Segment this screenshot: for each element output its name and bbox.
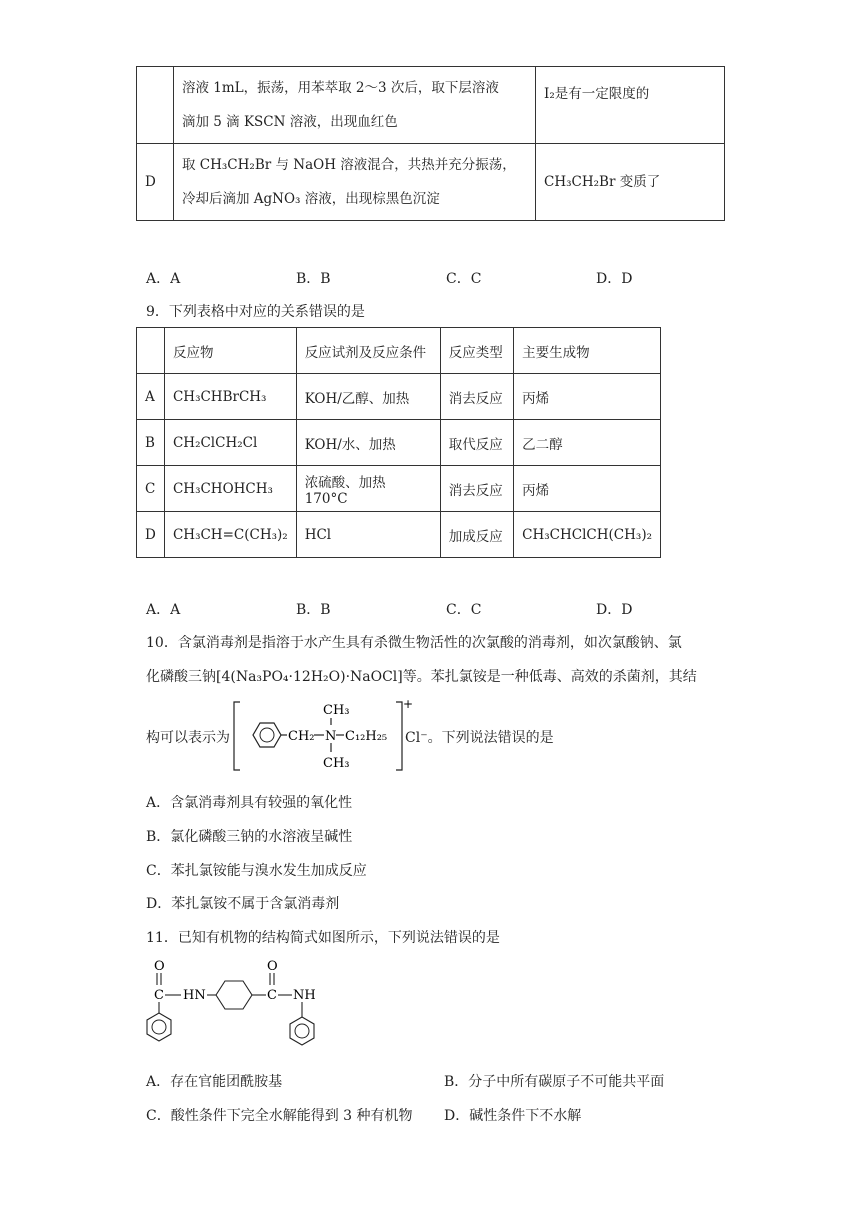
q11-option-d[interactable]: D．碱性条件下不水解 [444,1108,582,1124]
q10-line3-prefix: 构可以表示为 [146,730,230,746]
table-cell: CH₃CH=C(CH₃)₂ [164,512,296,558]
option-b[interactable]: B．B [296,602,331,618]
ch3-top: CH₃ [323,703,350,718]
operation-line: 滴加 5 滴 KSCN 溶液，出现血红色 [182,114,398,130]
q10-line1: 10．含氯消毒剂是指溶于水产生具有杀微生物活性的次氯酸的消毒剂，如次氯酸钠、氯 [146,635,682,651]
table-cell: CH₃CHBrCH₃ [164,374,296,420]
table-cell: CH₃CHOHCH₃ [164,466,296,512]
q10-line2: 化磷酸三钠[4(Na₃PO₄·12H₂O)·NaOCl]等。苯扎氯铵是一种低毒、高效的杀菌剂，其结 [146,669,697,685]
option-a[interactable]: A．A [146,271,181,287]
header-cell: 反应物 [164,328,296,374]
q10-option-a[interactable]: A．含氯消毒剂具有较强的氧化性 [146,795,353,811]
table-cell: 浓硫酸、加热 170°C [296,466,440,512]
amide-structure [140,955,340,1060]
table-cell: 取代反应 [440,420,513,466]
nh-label: NH [293,988,316,1003]
table-cell: CH₃CHClCH(CH₃)₂ [514,512,661,558]
table-header-row [137,328,661,374]
q9-table [136,327,661,558]
option-b[interactable]: B．B [296,271,331,287]
ch2-label: CH₂ [288,729,315,744]
table-cell: 消去反应 [440,466,513,512]
operation-cell [174,144,536,221]
table-cell: B [137,420,165,466]
table-cell: A [137,374,165,420]
q11-option-c[interactable]: C．酸性条件下完全水解能得到 3 种有机物 [146,1108,413,1124]
table-row [137,374,661,420]
chain-label: C₁₂H₂₅ [345,729,388,744]
table-cell: 乙二醇 [514,420,661,466]
q9-options [146,599,746,619]
option-d[interactable]: D．D [596,602,633,618]
q9-stem: 9．下列表格中对应的关系错误的是 [146,304,365,320]
c-right: C [267,988,277,1003]
option-a[interactable]: A．A [146,602,181,618]
table-row [137,420,661,466]
benzalkonium-structure [230,696,415,776]
header-cell: 主要生成物 [514,328,661,374]
o-left: O [154,959,165,974]
c-left: C [154,988,164,1003]
table-cell: HCl [296,512,440,558]
operation-cell [174,67,536,144]
option-c[interactable]: C．C [446,271,482,287]
table-cell: KOH/水、加热 [296,420,440,466]
hn-label: HN [183,988,206,1003]
table-row [137,512,661,558]
table-row [137,67,725,144]
table-cell: CH₂ClCH₂Cl [164,420,296,466]
table-cell: 丙烯 [514,466,661,512]
conclusion-cell: I₂是有一定限度的 [536,67,725,144]
q10-option-b[interactable]: B．氯化磷酸三钠的水溶液呈碱性 [146,829,353,845]
q11-stem: 11．已知有机物的结构简式如图所示，下列说法错误的是 [146,930,500,946]
table-cell: 加成反应 [440,512,513,558]
q10-option-c[interactable]: C．苯扎氯铵能与溴水发生加成反应 [146,863,367,879]
option-c[interactable]: C．C [446,602,482,618]
table-row [137,144,725,221]
conclusion-cell: CH₃CH₂Br 变质了 [536,144,725,221]
table-cell: 消去反应 [440,374,513,420]
o-right: O [267,959,278,974]
operation-line: 溶液 1mL，振荡，用苯萃取 2～3 次后，取下层溶液 [182,80,499,96]
q11-option-b[interactable]: B．分子中所有碳原子不可能共平面 [444,1074,665,1090]
header-cell [137,328,165,374]
q8-options [146,268,746,288]
header-cell: 反应类型 [440,328,513,374]
row-label: D [137,144,174,221]
table-row [137,466,661,512]
q11-option-a[interactable]: A．存在官能团酰胺基 [146,1074,283,1090]
table-cell: KOH/乙醇、加热 [296,374,440,420]
row-label [137,67,174,144]
header-cell: 反应试剂及反应条件 [296,328,440,374]
ch3-bottom: CH₃ [323,756,350,771]
table-cell: D [137,512,165,558]
n-atom: N [325,729,337,744]
operation-line: 冷却后滴加 AgNO₃ 溶液，出现棕黑色沉淀 [182,191,440,207]
operation-line: 取 CH₃CH₂Br 与 NaOH 溶液混合，共热并充分振荡， [182,157,516,173]
table-cell: C [137,466,165,512]
q10-line3-suffix: Cl⁻。下列说法错误的是 [405,730,554,746]
table-cell: 丙烯 [514,374,661,420]
q10-option-d[interactable]: D．苯扎氯铵不属于含氯消毒剂 [146,896,340,912]
q8-table [136,66,725,221]
charge-sign: + [403,697,414,711]
option-d[interactable]: D．D [596,271,633,287]
